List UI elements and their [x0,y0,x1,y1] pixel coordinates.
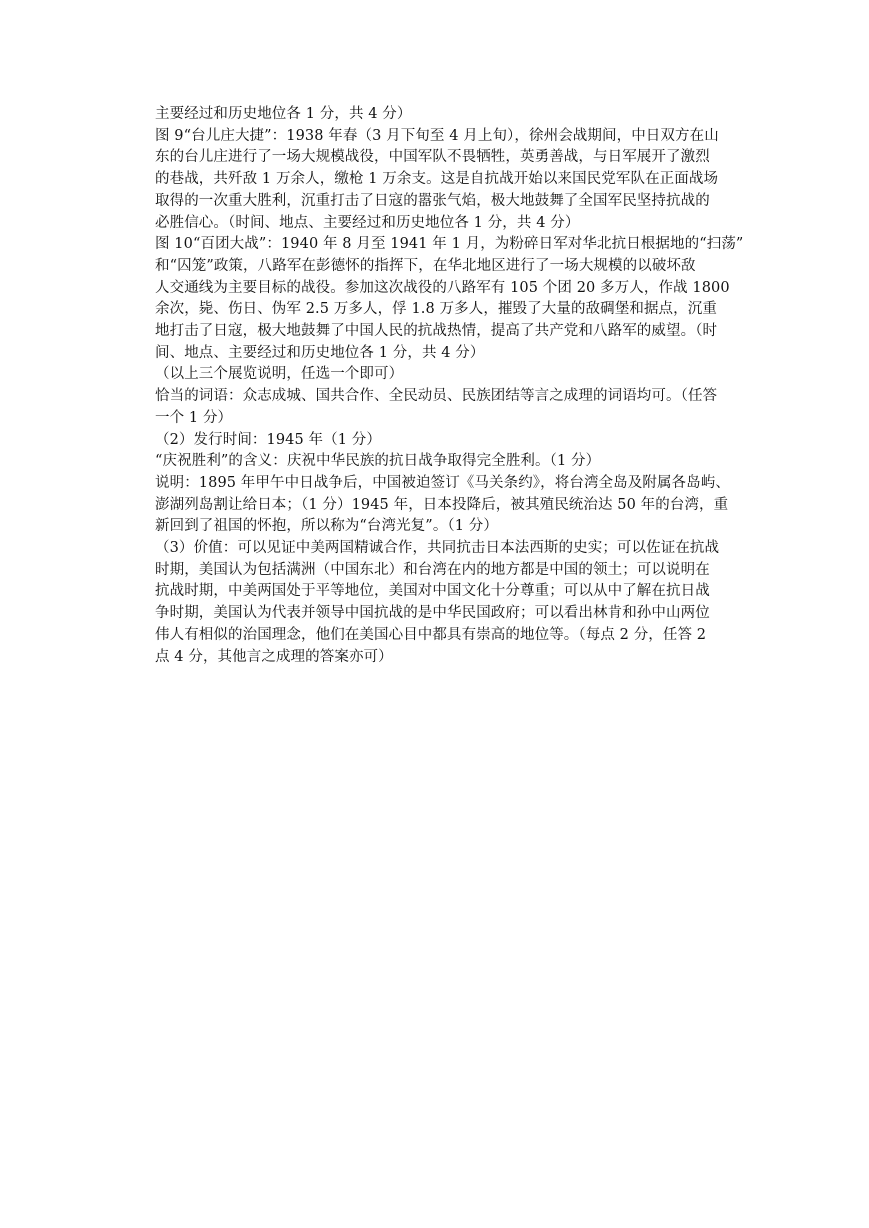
text-line: 地打击了日寇，极大地鼓舞了中国人民的抗战热情，提高了共产党和八路军的威望。（时 [155,323,718,340]
answer-text-block [155,104,744,668]
text-line: 时期，美国认为包括满洲（中国东北）和台湾在内的地方都是中国的领土；可以说明在 [155,561,710,578]
text-line: 澎湖列岛割让给日本；（1 分）1945 年，日本投降后，被其殖民统治达 50 年的台湾，重 [155,496,729,513]
text-line: 必胜信心。（时间、地点、主要经过和历史地位各 1 分，共 4 分） [155,214,580,231]
text-line: 人交通线为主要目标的战役。参加这次战役的八路军有 105 个团 20 多万人，作战 1800 [155,279,730,296]
text-line: （2）发行时间：1945 年（1 分） [155,431,381,448]
text-line: “庆祝胜利”的含义：庆祝中华民族的抗日战争取得完全胜利。（1 分） [155,453,601,470]
text-line: 伟人有相似的治国理念，他们在美国心目中都具有崇高的地位等。（每点 2 分，任答 2 [155,626,707,643]
text-line: 点 4 分，其他言之成理的答案亦可） [155,648,393,665]
text-line: 新回到了祖国的怀抱，所以称为“台湾光复”。（1 分） [155,518,499,535]
text-line: 余次，毙、伤日、伪军 2.5 万多人，俘 1.8 万多人，摧毁了大量的敌碉堡和据点，沉重 [155,301,717,318]
text-line: 主要经过和历史地位各 1 分，共 4 分） [155,106,412,122]
text-line: 间、地点、主要经过和历史地位各 1 分，共 4 分） [155,344,485,361]
text-line: 图 9“台儿庄大捷”：1938 年春（3 月下旬至 4 月上旬），徐州会战期间，中日双方在山 [155,127,719,144]
text-line: 图 10“百团大战”：1940 年 8 月至 1941 年 1 月，为粉碎日军对华北抗日根据地的“扫荡” [155,236,744,253]
text-line: 说明：1895 年甲午中日战争后，中国被迫签订《马关条约》，将台湾全岛及附属各岛屿、 [155,474,730,491]
text-line: 和“囚笼”政策，八路军在彭德怀的指挥下，在华北地区进行了一场大规模的以破坏敌 [155,257,696,274]
text-line: 争时期，美国认为代表并领导中国抗战的是中华民国政府；可以看出林肯和孙中山两位 [155,605,710,622]
text-line: 取得的一次重大胜利，沉重打击了日寇的嚣张气焰，极大地鼓舞了全国军民坚持抗战的 [155,192,710,209]
text-line: 恰当的词语：众志成城、国共合作、全民动员、民族团结等言之成理的词语均可。（任答 [155,388,718,405]
text-line: 的巷战，共歼敌 1 万余人，缴枪 1 万余支。这是自抗战开始以来国民党军队在正面战场 [155,171,719,188]
text-line: 抗战时期，中美两国处于平等地位，美国对中国文化十分尊重；可以从中了解在抗日战 [155,583,710,600]
text-line: 一个 1 分） [155,409,233,426]
text-line: （3）价值：可以见证中美两国精诚合作，共同抗击日本法西斯的史实；可以佐证在抗战 [155,540,720,557]
text-line: 东的台儿庄进行了一场大规模战役，中国军队不畏牺牲，英勇善战，与日军展开了激烈 [155,149,710,166]
text-line: （以上三个展览说明，任选一个即可） [155,366,404,383]
